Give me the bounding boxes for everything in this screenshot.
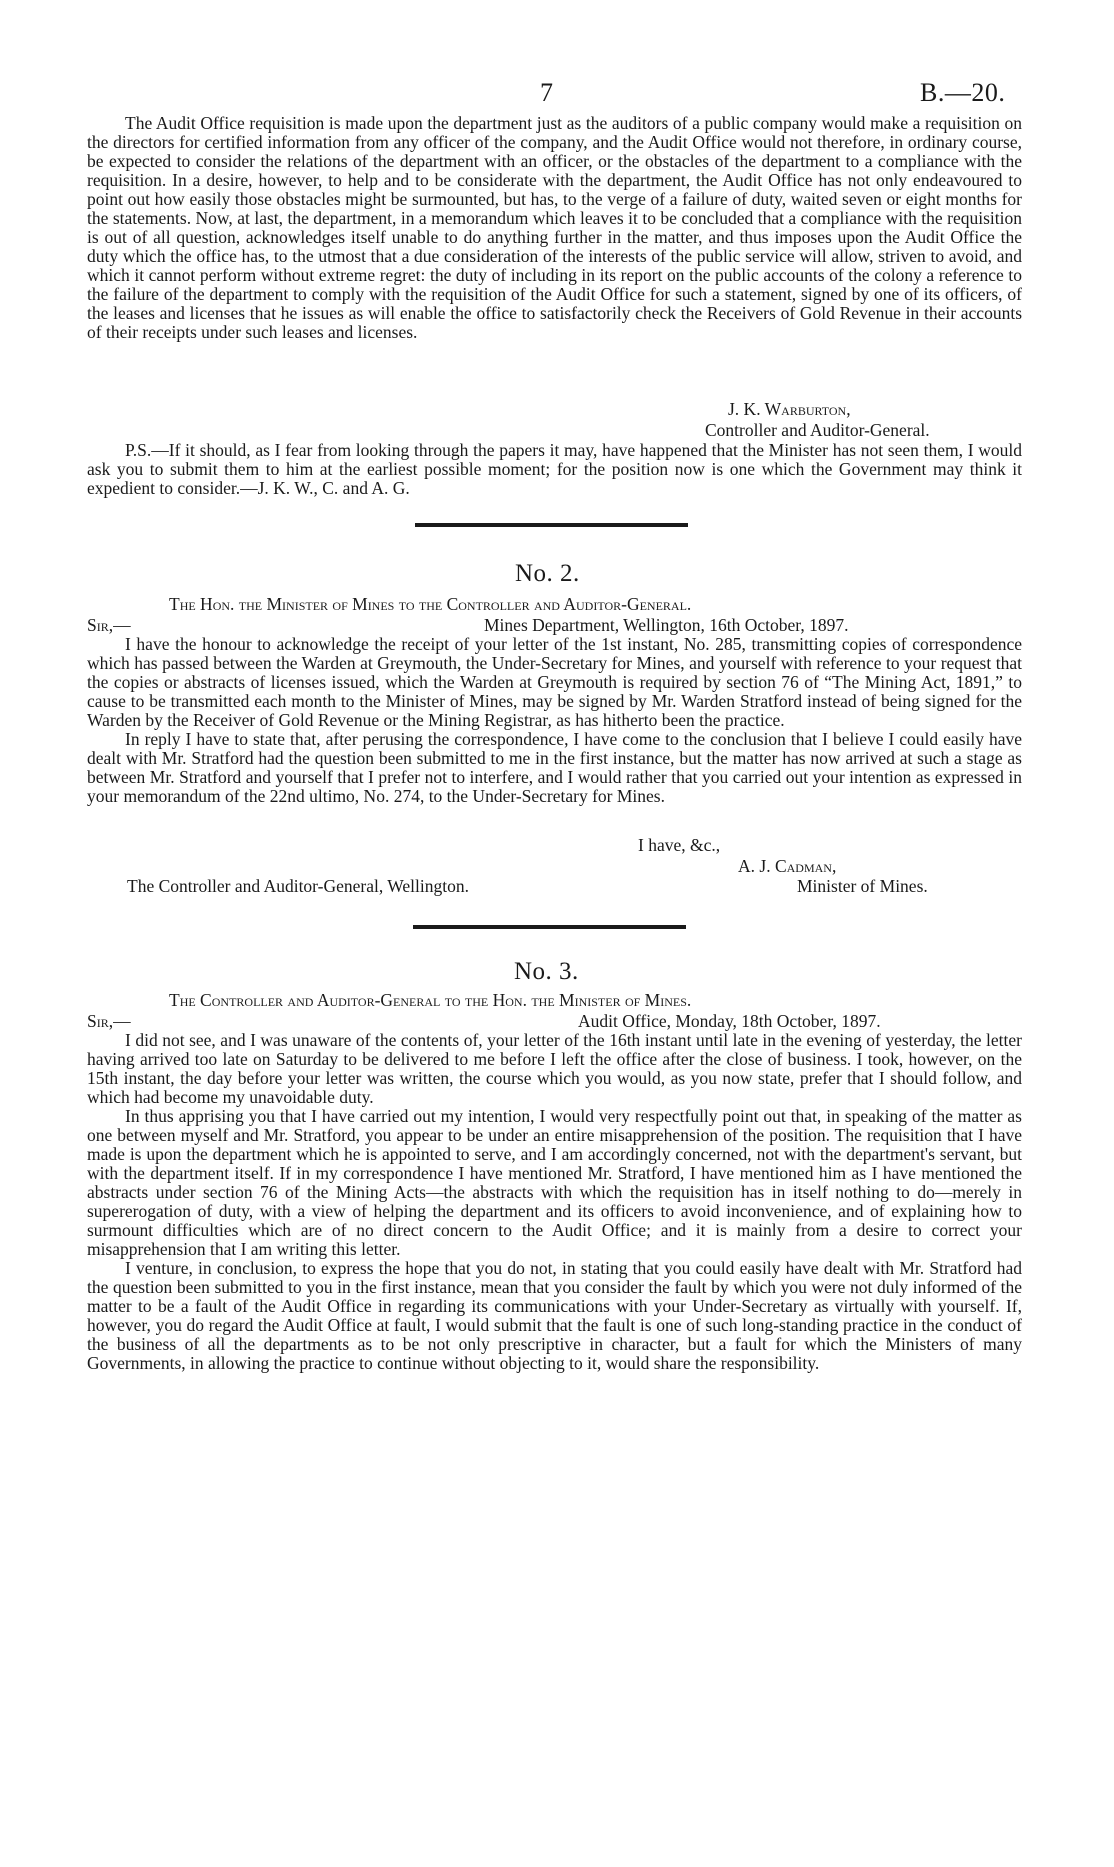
- letter3-paragraph-3: I venture, in conclusion, to express the hope that you do not, in stating that you could easily have dealt with Mr. Stratford had the question been submitted to you in the first instance, mean that you consider the fault by which you were not duly informed of the matter to be a fault of the Audit Office in regarding its communications with your Under-Secretary as virtually with yourself. If, however, you do regard the Audit Office at fault, I would submit that the fault is one of such long-standing practice in the conduct of the business of all the departments as to be not only prescriptive in character, but a fault for which the Ministers of many Governments, in allowing the practice to continue without objecting to it, would share the responsibility.: [87, 1258, 1022, 1373]
- letter3-heading: No. 3.: [514, 958, 579, 985]
- letter3-paragraph-2: In thus apprising you that I have carried out my intention, I would very respectfully point out that, in speaking of the matter as one between myself and Mr. Stratford, you appear to be under an entire misapprehension of the position. The requisition that I have made is upon the department which he is appointed to serve, and I am accordingly concerned, not with the department's servant, but with the department itself. If in my correspondence I have mentioned Mr. Stratford, I have mentioned him as I have mentioned the abstracts under section 76 of the Mining Acts—the abstracts with which the requisition has in itself nothing to do—merely in supererogation of duty, with a view of helping the department and its officers to avoid inconvenience, and of explaining how to surmount difficulties which are of no direct concern to the Audit Office; and it is mainly from a desire to correct your misapprehension that I am writing this letter.: [87, 1106, 1022, 1259]
- letter1-signature-name: J. K. Warburton,: [728, 399, 851, 419]
- letter2-paragraph-2: In reply I have to state that, after perusing the correspondence, I have come to the conclusion that I believe I could easily have dealt with Mr. Stratford had the question been submitted to me in the first instance, but the matter has now arrived at such a stage as between Mr. Stratford and yourself that I prefer not to interfere, and I would rather that you carried out your intention as expressed in your memorandum of the 22nd ultimo, No. 274, to the Under-Secretary for Mines.: [87, 729, 1022, 806]
- letter2-closing: I have, &c.,: [638, 835, 721, 855]
- letter3-dateline: Audit Office, Monday, 18th October, 1897.: [578, 1011, 881, 1031]
- page-number: 7: [540, 78, 554, 107]
- letter1-body: [87, 114, 1022, 342]
- letter2-dateline: Mines Department, Wellington, 16th October, 1897.: [484, 615, 849, 635]
- section-divider: [415, 523, 688, 527]
- letter2-addressee: The Controller and Auditor-General, Wellington.: [127, 876, 470, 896]
- letter3-salutation: Sir,—: [87, 1011, 131, 1031]
- letter2-heading: No. 2.: [515, 560, 580, 587]
- letter1-paragraph: The Audit Office requisition is made upon the department just as the auditors of a public company would make a requisition on the directors for certified information from any officer of the company, and the Audit Office would not therefore, in ordinary course, be expected to consider the relations of the department with an officer, or the obstacles of the department to a compliance with the requisition. In a desire, however, to help and to be considerate with the department, the Audit Office has not only endeavoured to point out how easily those obstacles might be surmounted, but has, to the verge of a failure of duty, waited seven or eight months for the statements. Now, at last, the department, in a memorandum which leaves it to be concluded that a compliance with the requisition is out of all question, acknowledges itself unable to do anything further in the matter, and thus imposes upon the Audit Office the duty which the office has, to the utmost that a due consideration of the interests of the public service will allow, striven to avoid, and which it cannot perform without extreme regret: the duty of including in its report on the public accounts of the colony a reference to the failure of the department to comply with the requisition of the Audit Office for such a statement, signed by one of its officers, of the leases and licenses that he issues as will enable the office to satisfactorily check the Receivers of Gold Revenue in their accounts of their receipts under such leases and licenses.: [87, 113, 1022, 342]
- document-reference: B.—20.: [920, 78, 1006, 107]
- letter2-paragraph-1: I have the honour to acknowledge the receipt of your letter of the 1st instant, No. 285, transmitting copies of correspondence which has passed between the Warden at Greymouth, the Under-Secretary for Mines, and yourself with reference to your request that the copies or abstracts of licenses issued, which the Warden at Greymouth is required by section 76 of “The Mining Act, 1891,” to cause to be transmitted each month to the Minister of Mines, may be signed by Mr. Warden Stratford instead of being signed for the Warden by the Receiver of Gold Revenue or the Mining Registrar, as has hitherto been the practice.: [87, 634, 1022, 730]
- letter1-postscript-block: [87, 441, 1022, 498]
- letter2-body: [87, 635, 1022, 806]
- letter2-salutation: Sir,—: [87, 615, 131, 635]
- letter3-title: The Controller and Auditor-General to the Hon. the Minister of Mines.: [169, 990, 692, 1010]
- section-divider: [413, 925, 686, 929]
- letter2-signature-name: A. J. Cadman,: [738, 856, 837, 876]
- letter2-title: The Hon. the Minister of Mines to the Controller and Auditor-General.: [169, 594, 692, 614]
- letter1-signature-title: Controller and Auditor-General.: [705, 420, 930, 440]
- letter3-body: [87, 1031, 1022, 1373]
- letter2-signature-title: Minister of Mines.: [797, 876, 928, 896]
- letter3-paragraph-1: I did not see, and I was unaware of the contents of, your letter of the 16th instant until late in the evening of yesterday, the letter having arrived too late on Saturday to be delivered to me before I left the office after the close of business. I took, however, on the 15th instant, the day before your letter was written, the course which you would, as you now state, prefer that I should follow, and which had become my unavoidable duty.: [87, 1030, 1022, 1107]
- letter1-postscript: P.S.—If it should, as I fear from looking through the papers it may, have happened that the Minister has not seen them, I would ask you to submit them to him at the earliest possible moment; for the position now is one which the Government may think it expedient to consider.—J. K. W., C. and A. G.: [87, 440, 1022, 498]
